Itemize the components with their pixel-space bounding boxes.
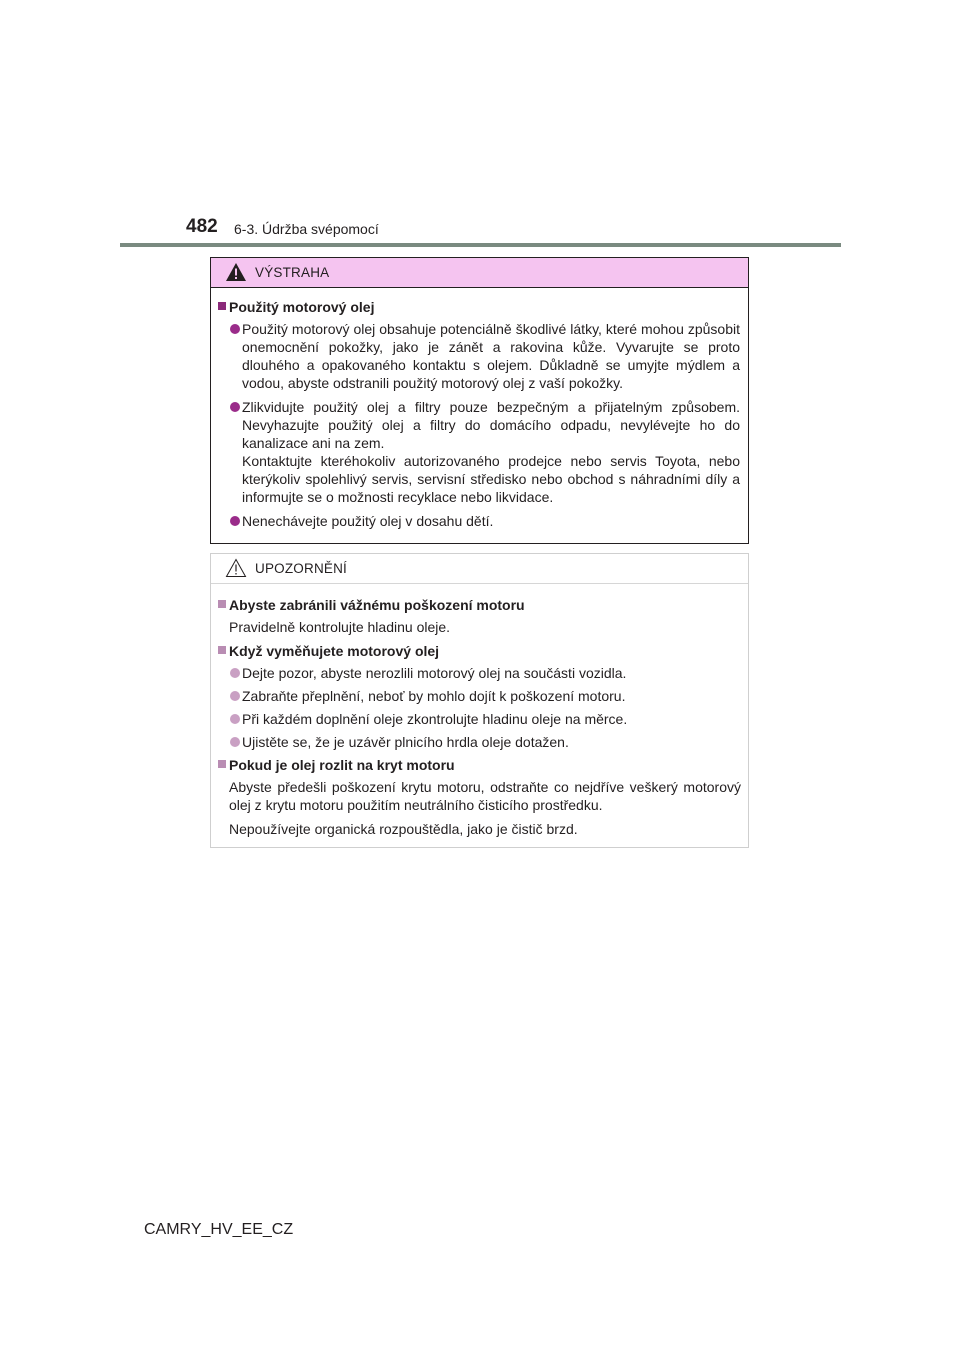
round-bullet-icon (230, 516, 240, 526)
caution-text: Abyste předešli poškození krytu motoru, odstraňte co nejdříve veškerý motorový olej z krytu motoru použitím neutrálního čisticího prostředku. (229, 779, 741, 813)
square-bullet-icon (218, 302, 226, 310)
warning-item (218, 320, 741, 392)
caution-box (210, 553, 749, 848)
caution-heading-text: Pokud je olej rozlit na kryt motoru (229, 757, 455, 773)
caution-header (211, 554, 748, 584)
caution-body (211, 584, 748, 838)
caution-heading-text: Když vyměňujete motorový olej (229, 643, 440, 659)
caution-triangle-icon (225, 558, 247, 578)
round-bullet-icon (230, 324, 240, 334)
warning-body (211, 288, 748, 530)
caution-item (218, 710, 741, 728)
warning-header (211, 258, 748, 288)
caution-text: Nepoužívejte organická rozpouštědla, jako je čistič brzd. (229, 821, 578, 837)
warning-item-text: Nenechávejte použitý olej v dosahu dětí. (242, 513, 494, 529)
warning-label: VÝSTRAHA (255, 265, 330, 280)
warning-triangle-icon (225, 262, 247, 282)
warning-box (210, 257, 749, 544)
caution-item (218, 733, 741, 751)
document-code: CAMRY_HV_EE_CZ (144, 1221, 294, 1238)
caution-heading (218, 596, 741, 614)
round-bullet-icon (230, 714, 240, 724)
round-bullet-icon (230, 402, 240, 412)
caution-heading-text: Abyste zabránili vážnému poškození motoru (229, 597, 525, 613)
caution-item-text: Dejte pozor, abyste nerozlili motorový olej na součásti vozidla. (242, 665, 627, 681)
warning-item-text: Zlikvidujte použitý olej a filtry pouze bezpečným a přijatelným způsobem. Nevyhazujte použitý olej a filtry do domácího odpadu, nevylévejte ho do kanalizace ani na zem. (242, 399, 740, 451)
caution-item-text: Při každém doplnění oleje zkontrolujte hladinu oleje na měrce. (242, 711, 628, 727)
round-bullet-icon (230, 737, 240, 747)
header-divider (120, 243, 841, 247)
caution-item (218, 664, 741, 682)
warning-item (218, 512, 741, 530)
warning-item-text: Použitý motorový olej obsahuje potenciálně škodlivé látky, které mohou způsobit onemocnění pokožky, jako je zánět a rakovina kůže. Vyvarujte se proto dlouhého a opakovaného kontaktu s olejem. Důkladně se umyjte mýdlem a vodou, abyste odstranili použitý motorový olej z vaší pokožky. (242, 321, 740, 391)
caution-text: Pravidelně kontrolujte hladinu oleje. (229, 619, 451, 635)
caution-label: UPOZORNĚNÍ (255, 561, 348, 576)
page-number: 482 (186, 216, 218, 237)
square-bullet-icon (218, 600, 226, 608)
caution-heading (218, 756, 741, 774)
square-bullet-icon (218, 646, 226, 654)
warning-heading (218, 298, 741, 316)
round-bullet-icon (230, 668, 240, 678)
caution-item-text: Zabraňte přeplnění, neboť by mohlo dojít k poškození motoru. (242, 688, 626, 704)
warning-heading-text: Použitý motorový olej (229, 299, 375, 315)
warning-item (218, 398, 741, 452)
square-bullet-icon (218, 760, 226, 768)
warning-item-continuation (218, 452, 741, 506)
caution-heading (218, 642, 741, 660)
warning-item-text: Kontaktujte kteréhokoliv autorizovaného prodejce nebo servis Toyota, nebo kterýkoliv spolehlivý servis, servisní středisko nebo obchod s náhradními díly a informujte se o možnosti recyklace nebo likvidace. (242, 453, 740, 505)
round-bullet-icon (230, 691, 240, 701)
section-title: 6-3. Údržba svépomocí (234, 221, 379, 237)
caution-item-text: Ujistěte se, že je uzávěr plnicího hrdla oleje dotažen. (242, 734, 569, 750)
caution-item (218, 687, 741, 705)
